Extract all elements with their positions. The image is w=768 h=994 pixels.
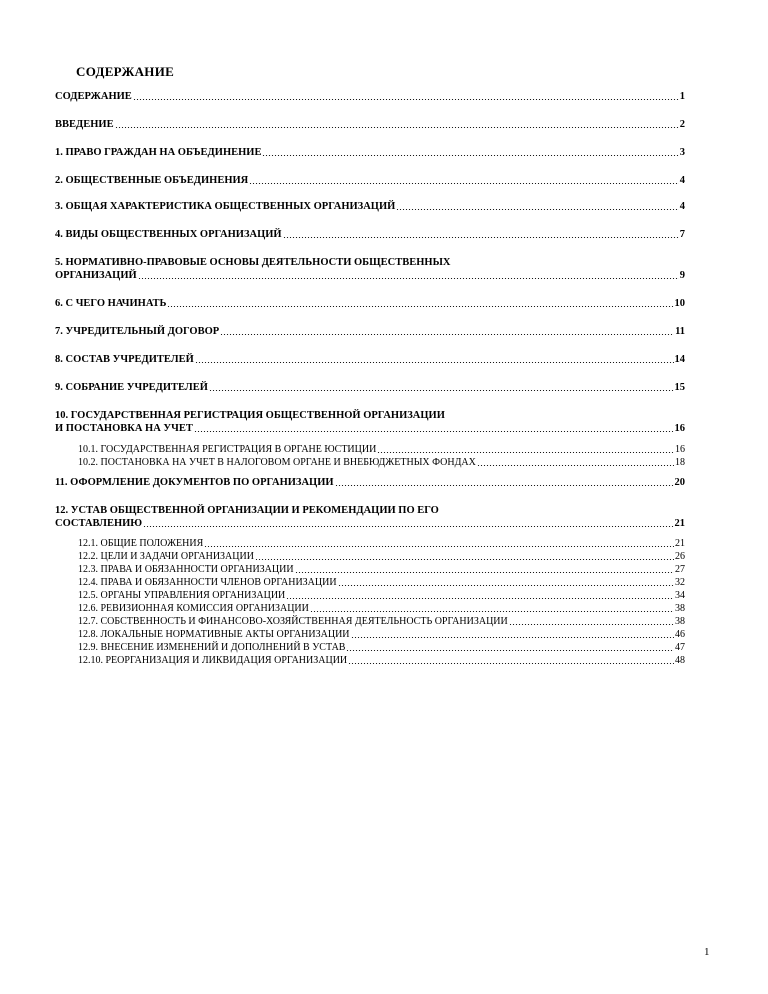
dot-leader xyxy=(143,526,673,527)
toc-entry-page: 38 xyxy=(675,616,685,627)
toc-entry-section-3[interactable] xyxy=(55,200,685,213)
toc-entry-section-7[interactable] xyxy=(55,325,685,338)
toc-entry-page: 34 xyxy=(675,590,685,601)
dot-leader xyxy=(255,559,674,560)
toc-entry-title: 12.7. СОБСТВЕННОСТЬ И ФИНАНСОВО-ХОЗЯЙСТВЕННАЯ ДЕЯТЕЛЬНОСТЬ ОРГАНИЗАЦИИ xyxy=(78,616,508,627)
toc-entry-section-12-2[interactable] xyxy=(55,551,685,563)
toc-entry-section-10[interactable] xyxy=(55,409,685,435)
dot-leader xyxy=(477,465,674,466)
toc-entry-section-4[interactable] xyxy=(55,228,685,241)
toc-entry-title: 12.4. ПРАВА И ОБЯЗАННОСТИ ЧЛЕНОВ ОРГАНИЗАЦИИ xyxy=(78,577,337,588)
toc-entry-section-1[interactable] xyxy=(55,146,685,159)
toc-entry-title-line1: 12. УСТАВ ОБЩЕСТВЕННОЙ ОРГАНИЗАЦИИ И РЕКОМЕНДАЦИИ ПО ЕГО xyxy=(55,505,439,516)
toc-entry-title: 2. ОБЩЕСТВЕННЫЕ ОБЪЕДИНЕНИЯ xyxy=(55,175,249,186)
toc-entry-contents[interactable] xyxy=(55,90,685,103)
dot-leader xyxy=(262,155,678,156)
dot-leader xyxy=(167,306,673,307)
toc-entry-title: 7. УЧРЕДИТЕЛЬНЫЙ ДОГОВОР xyxy=(55,326,220,337)
toc-entry-title: СОСТАВЛЕНИЮ xyxy=(55,518,143,529)
toc-entry-title: ОРГАНИЗАЦИЙ xyxy=(55,270,137,281)
toc-entry-title: И ПОСТАНОВКА НА УЧЕТ xyxy=(55,423,193,434)
dot-leader xyxy=(396,209,678,210)
dot-leader xyxy=(195,362,674,363)
toc-entry-title: ВВЕДЕНИЕ xyxy=(55,119,114,130)
toc-entry-page: 7 xyxy=(679,229,685,240)
dot-leader xyxy=(377,452,674,453)
dot-leader xyxy=(351,637,674,638)
page-number: 1 xyxy=(704,946,710,958)
dot-leader xyxy=(194,431,674,432)
toc-entry-page: 16 xyxy=(675,444,685,455)
dot-leader xyxy=(310,611,674,612)
toc-entry-page: 16 xyxy=(674,423,685,434)
dot-leader xyxy=(335,485,674,486)
toc-entry-page: 18 xyxy=(675,457,685,468)
dot-leader xyxy=(204,546,674,547)
toc-entry-page: 20 xyxy=(674,477,685,488)
toc-entry-title: 10.2. ПОСТАНОВКА НА УЧЕТ В НАЛОГОВОМ ОРГАНЕ И ВНЕБЮДЖЕТНЫХ ФОНДАХ xyxy=(78,457,476,468)
toc-entry-title: 6. С ЧЕГО НАЧИНАТЬ xyxy=(55,298,167,309)
toc-entry-title: 10.1. ГОСУДАРСТВЕННАЯ РЕГИСТРАЦИЯ В ОРГАНЕ ЮСТИЦИИ xyxy=(78,444,377,455)
toc-entry-page: 47 xyxy=(675,642,685,653)
toc-entry-title: 12.5. ОРГАНЫ УПРАВЛЕНИЯ ОРГАНИЗАЦИИ xyxy=(78,590,286,601)
toc-entry-title: 12.9. ВНЕСЕНИЕ ИЗМЕНЕНИЙ И ДОПОЛНЕНИЙ В УСТАВ xyxy=(78,642,346,653)
dot-leader xyxy=(115,127,679,128)
dot-leader xyxy=(249,183,679,184)
toc-entry-page: 11 xyxy=(675,326,685,337)
toc-entry-section-12-3[interactable] xyxy=(55,564,685,576)
toc-entry-title: 12.3. ПРАВА И ОБЯЗАННОСТИ ОРГАНИЗАЦИИ xyxy=(78,564,294,575)
toc-entry-title: 9. СОБРАНИЕ УЧРЕДИТЕЛЕЙ xyxy=(55,382,208,393)
toc-entry-page: 9 xyxy=(679,270,685,281)
dot-leader xyxy=(348,663,674,664)
toc-entry-title: 8. СОСТАВ УЧРЕДИТЕЛЕЙ xyxy=(55,354,194,365)
dot-leader xyxy=(283,237,679,238)
dot-leader xyxy=(509,624,674,625)
toc-entry-section-8[interactable] xyxy=(55,353,685,366)
dot-leader xyxy=(295,572,674,573)
toc-entry-section-12-9[interactable] xyxy=(55,642,685,654)
toc-entry-section-12-8[interactable] xyxy=(55,629,685,641)
dot-leader xyxy=(338,585,674,586)
toc-entry-title: 12.10. РЕОРГАНИЗАЦИЯ И ЛИКВИДАЦИЯ ОРГАНИЗАЦИИ xyxy=(78,655,348,666)
toc-entry-section-12-1[interactable] xyxy=(55,538,685,550)
toc-entry-section-10-2[interactable] xyxy=(55,457,685,469)
toc-entry-page: 15 xyxy=(674,382,685,393)
toc-entry-section-12-10[interactable] xyxy=(55,655,685,667)
toc-entry-title: 12.6. РЕВИЗИОННАЯ КОМИССИЯ ОРГАНИЗАЦИИ xyxy=(78,603,309,614)
toc-entry-page: 14 xyxy=(674,354,685,365)
toc-entry-page: 46 xyxy=(675,629,685,640)
toc-entry-page: 26 xyxy=(675,551,685,562)
dot-leader xyxy=(138,278,679,279)
toc-entry-section-12-6[interactable] xyxy=(55,603,685,615)
toc-entry-section-11[interactable] xyxy=(55,476,685,489)
toc-entry-page: 3 xyxy=(679,147,685,158)
toc-entry-title-line1: 5. НОРМАТИВНО-ПРАВОВЫЕ ОСНОВЫ ДЕЯТЕЛЬНОСТИ ОБЩЕСТВЕННЫХ xyxy=(55,257,451,268)
toc-entry-section-12-5[interactable] xyxy=(55,590,685,602)
dot-leader xyxy=(220,334,674,335)
toc-entry-section-12[interactable] xyxy=(55,504,685,530)
toc-entry-page: 10 xyxy=(674,298,685,309)
toc-entry-page: 38 xyxy=(675,603,685,614)
toc-entry-title: 12.1. ОБЩИЕ ПОЛОЖЕНИЯ xyxy=(78,538,204,549)
toc-entry-page: 1 xyxy=(679,91,685,102)
toc-entry-section-12-7[interactable] xyxy=(55,616,685,628)
page-title: СОДЕРЖАНИЕ xyxy=(76,64,175,79)
toc-entry-page: 27 xyxy=(675,564,685,575)
dot-leader xyxy=(286,598,674,599)
toc-entry-title: 12.2. ЦЕЛИ И ЗАДАЧИ ОРГАНИЗАЦИИ xyxy=(78,551,254,562)
toc-entry-page: 48 xyxy=(675,655,685,666)
toc-entry-title: 12.8. ЛОКАЛЬНЫЕ НОРМАТИВНЫЕ АКТЫ ОРГАНИЗАЦИИ xyxy=(78,629,350,640)
toc-entry-title: 11. ОФОРМЛЕНИЕ ДОКУМЕНТОВ ПО ОРГАНИЗАЦИИ xyxy=(55,477,334,488)
toc-entry-section-6[interactable] xyxy=(55,297,685,310)
toc-entry-section-10-1[interactable] xyxy=(55,444,685,456)
toc-entry-page: 21 xyxy=(675,538,685,549)
toc-entry-page: 21 xyxy=(674,518,685,529)
toc-entry-title-line1: 10. ГОСУДАРСТВЕННАЯ РЕГИСТРАЦИЯ ОБЩЕСТВЕННОЙ ОРГАНИЗАЦИИ xyxy=(55,410,445,421)
dot-leader xyxy=(133,99,679,100)
toc-entry-title: 4. ВИДЫ ОБЩЕСТВЕННЫХ ОРГАНИЗАЦИЙ xyxy=(55,229,282,240)
toc-entry-section-12-4[interactable] xyxy=(55,577,685,589)
toc-entry-introduction[interactable] xyxy=(55,118,685,131)
toc-entry-page: 2 xyxy=(679,119,685,130)
toc-entry-title: СОДЕРЖАНИЕ xyxy=(55,91,132,102)
toc-entry-page: 4 xyxy=(679,201,685,212)
toc-entry-title: 1. ПРАВО ГРАЖДАН НА ОБЪЕДИНЕНИЕ xyxy=(55,147,262,158)
dot-leader xyxy=(209,390,674,391)
toc-entry-section-5[interactable] xyxy=(55,256,685,282)
toc-entry-section-2[interactable] xyxy=(55,174,685,187)
toc-entry-page: 32 xyxy=(675,577,685,588)
dot-leader xyxy=(346,650,674,651)
toc-entry-page: 4 xyxy=(679,175,685,186)
toc-entry-section-9[interactable] xyxy=(55,381,685,394)
toc-entry-title: 3. ОБЩАЯ ХАРАКТЕРИСТИКА ОБЩЕСТВЕННЫХ ОРГАНИЗАЦИЙ xyxy=(55,201,396,212)
